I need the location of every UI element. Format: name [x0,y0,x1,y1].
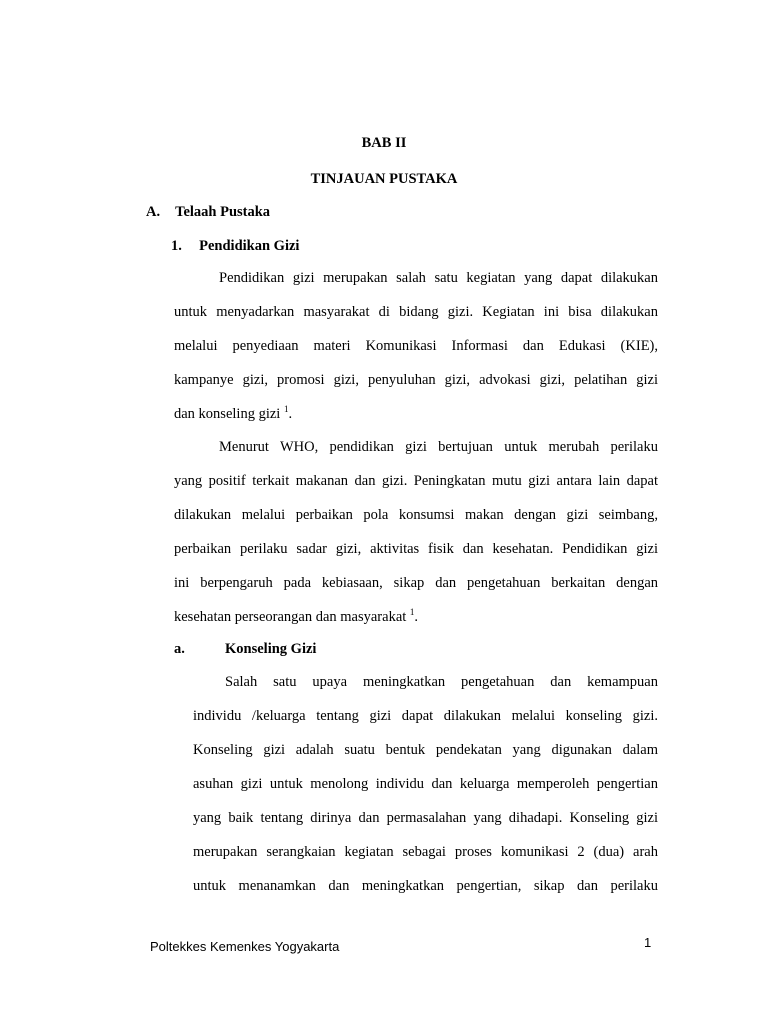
paragraph-line: Menurut WHO, pendidikan gizi bertujuan untuk merubah perilaku [219,439,658,455]
paragraph-line: Salah satu upaya meningkatkan pengetahuan dan kemampuan [225,674,658,690]
paragraph-line-text: dan konseling gizi [174,406,281,422]
paragraph-line: untuk menyadarkan masyarakat di bidang gizi. Kegiatan ini bisa dilakukan [174,304,658,320]
paragraph-line: asuhan gizi untuk menolong individu dan keluarga memperoleh pengertian [193,776,658,792]
paragraph-line: merupakan serangkaian kegiatan sebagai proses komunikasi 2 (dua) arah [193,844,658,860]
subsubsection-title: Konseling Gizi [225,641,317,657]
subsection-title: Pendidikan Gizi [199,238,300,254]
paragraph-line: perbaikan perilaku sadar gizi, aktivitas fisik dan kesehatan. Pendidikan gizi [174,541,658,557]
reference-superscript: 1 [283,404,289,415]
subsection-number: 1. [171,238,182,254]
paragraph-line: yang positif terkait makanan dan gizi. Peningkatan mutu gizi antara lain dapat [174,473,658,489]
paragraph-line: kampanye gizi, promosi gizi, penyuluhan gizi, advokasi gizi, pelatihan gizi [174,372,658,388]
paragraph-line: dilakukan melalui perbaikan pola konsumsi makan dengan gizi seimbang, [174,507,658,523]
paragraph-line: Konseling gizi adalah suatu bentuk pendekatan yang digunakan dalam [193,742,658,758]
footer-institution: Poltekkes Kemenkes Yogyakarta [150,939,340,954]
paragraph-line: yang baik tentang dirinya dan permasalahan yang dihadapi. Konseling gizi [193,810,658,826]
subsection-heading [171,238,299,255]
paragraph-line: Pendidikan gizi merupakan salah satu kegiatan yang dapat dilakukan [219,270,658,286]
paragraph-line: untuk menanamkan dan meningkatkan pengertian, sikap dan perilaku [193,878,658,894]
footer-page-number: 1 [644,935,652,950]
subsubsection-heading [174,641,185,658]
paragraph-line: individu /keluarga tentang gizi dapat dilakukan melalui konseling gizi. [193,708,658,724]
paragraph-line: dan konseling gizi $^1$. [174,404,293,422]
reference-superscript: 1 [409,607,415,618]
paragraph-line: ini berpengaruh pada kebiasaan, sikap dan pengetahuan berkaitan dengan [174,575,658,591]
subsubsection-letter: a. [174,641,185,657]
chapter-title: TINJAUAN PUSTAKA [310,171,458,187]
paragraph-line: kesehatan perseorangan dan masyarakat $^1$. [174,607,419,625]
section-heading [146,204,270,221]
paragraph-line: melalui penyediaan materi Komunikasi Informasi dan Edukasi (KIE), [174,338,658,354]
paragraph-line-text: kesehatan perseorangan dan masyarakat [174,609,407,625]
chapter-number: BAB II [361,135,407,151]
section-title: Telaah Pustaka [175,204,271,220]
section-number: A. [146,204,161,220]
